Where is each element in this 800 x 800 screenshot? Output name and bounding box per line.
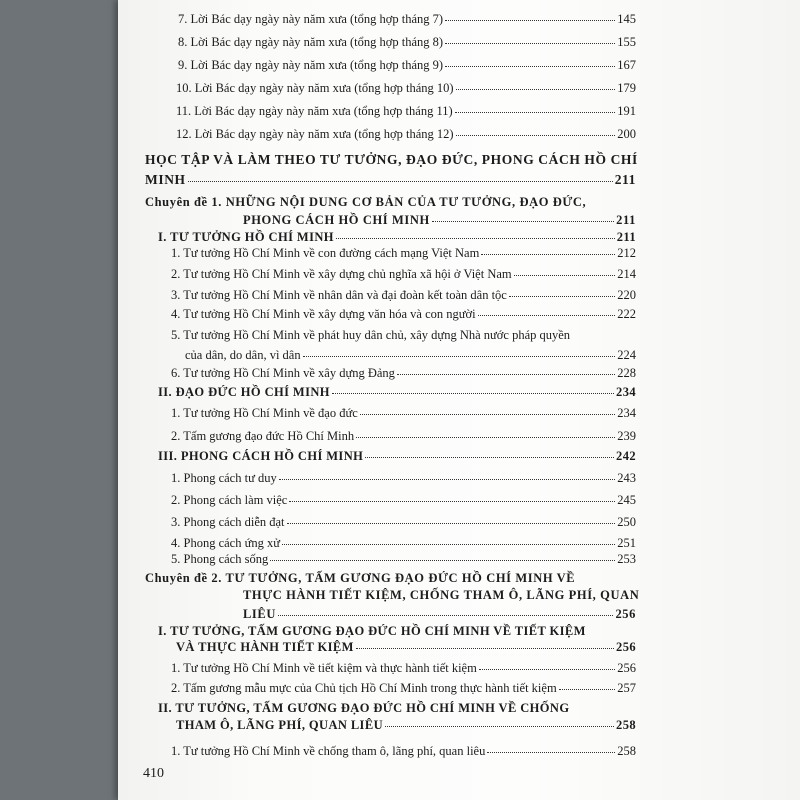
toc-entry-label: 2. Phong cách làm việc bbox=[171, 493, 288, 508]
c2-section1-line1: I. TƯ TƯỞNG, TẤM GƯƠNG ĐẠO ĐỨC HỒ CHÍ MINH VỀ TIẾT KIỆM bbox=[158, 624, 586, 638]
section-page: 234 bbox=[616, 385, 636, 400]
toc-entry-page: 256 bbox=[617, 661, 636, 676]
toc-entry bbox=[178, 34, 636, 50]
toc-entry-label: 4. Tư tưởng Hồ Chí Minh về xây dựng văn hóa và con người bbox=[171, 307, 476, 322]
toc-entry bbox=[171, 245, 636, 261]
part-heading-page: 211 bbox=[614, 172, 636, 188]
leader-dots bbox=[397, 363, 615, 375]
toc-entry-label: 4. Phong cách ứng xử bbox=[171, 536, 281, 551]
toc-entry bbox=[171, 405, 636, 421]
toc-entry bbox=[171, 680, 636, 696]
part-heading-line2: MINH bbox=[145, 172, 186, 188]
toc-entry bbox=[185, 347, 636, 363]
leader-dots bbox=[455, 101, 616, 113]
toc-entry bbox=[171, 743, 636, 759]
leader-dots bbox=[514, 264, 616, 276]
toc-entry bbox=[176, 126, 636, 142]
toc-entry-page: 222 bbox=[617, 307, 636, 322]
toc-entry bbox=[178, 11, 636, 27]
toc-entry-page: 212 bbox=[617, 246, 636, 261]
leader-dots bbox=[487, 741, 615, 753]
toc-entry-label: 7. Lời Bác dạy ngày này năm xưa (tổng hợp tháng 7) bbox=[178, 12, 444, 27]
toc-entry-page: 258 bbox=[617, 744, 636, 759]
toc-entry-line1: 5. Tư tưởng Hồ Chí Minh về phát huy dân chủ, xây dựng Nhà nước pháp quyền bbox=[171, 328, 571, 342]
leader-dots bbox=[356, 426, 615, 438]
leader-dots bbox=[332, 382, 614, 394]
section-label: I. TƯ TƯỞNG HỒ CHÍ MINH bbox=[158, 230, 334, 245]
section-heading bbox=[176, 717, 636, 733]
toc-entry bbox=[178, 57, 636, 73]
toc-entry-page: 245 bbox=[617, 493, 636, 508]
chapter1-title-line1: Chuyên đề 1. NHỮNG NỘI DUNG CƠ BẢN CỦA TƯ TƯỞNG, ĐẠO ĐỨC, bbox=[145, 195, 587, 209]
toc-entry-page: 155 bbox=[617, 35, 636, 50]
chapter1-page: 211 bbox=[616, 213, 636, 228]
leader-dots bbox=[282, 533, 615, 545]
toc-entry-label: 11. Lời Bác dạy ngày này năm xưa (tổng hợp tháng 11) bbox=[176, 104, 453, 119]
toc-entry-label: 2. Tư tưởng Hồ Chí Minh về xây dựng chủ nghĩa xã hội ở Việt Nam bbox=[171, 267, 512, 282]
leader-dots bbox=[445, 9, 615, 21]
toc-entry-page: 145 bbox=[617, 12, 636, 27]
toc-entry-page: 257 bbox=[617, 681, 636, 696]
toc-entry-page: 214 bbox=[617, 267, 636, 282]
toc-entry-page: 200 bbox=[617, 127, 636, 142]
chapter2-title-line1: Chuyên đề 2. TƯ TƯỞNG, TẤM GƯƠNG ĐẠO ĐỨC HỒ CHÍ MINH VỀ bbox=[145, 571, 576, 585]
toc-entry bbox=[171, 514, 636, 530]
toc-entry-label: 5. Phong cách sống bbox=[171, 552, 269, 567]
c2-section2-line1: II. TƯ TƯỞNG, TẤM GƯƠNG ĐẠO ĐỨC HỒ CHÍ MINH VỀ CHỐNG bbox=[158, 701, 570, 715]
leader-dots bbox=[365, 446, 614, 458]
toc-entry-page: 191 bbox=[617, 104, 636, 119]
toc-entry-label: 1. Tư tưởng Hồ Chí Minh về con đường cách mạng Việt Nam bbox=[171, 246, 480, 261]
leader-dots bbox=[478, 304, 616, 316]
toc-entry-label: 2. Tấm gương mẫu mực của Chủ tịch Hồ Chí Minh trong thực hành tiết kiệm bbox=[171, 681, 557, 696]
part-heading bbox=[145, 171, 636, 188]
leader-dots bbox=[188, 169, 613, 182]
section-heading bbox=[158, 448, 636, 464]
leader-dots bbox=[445, 55, 615, 67]
toc-entry-page: 179 bbox=[617, 81, 636, 96]
toc-entry-page: 243 bbox=[617, 471, 636, 486]
toc-entry-page: 239 bbox=[617, 429, 636, 444]
leader-dots bbox=[509, 285, 615, 297]
toc-entry bbox=[171, 428, 636, 444]
chapter2-page: 256 bbox=[615, 607, 636, 622]
toc-entry-label: 3. Phong cách diễn đạt bbox=[171, 515, 285, 530]
leader-dots bbox=[360, 403, 615, 415]
leader-dots bbox=[287, 512, 616, 524]
toc-entry-page: 167 bbox=[617, 58, 636, 73]
leader-dots bbox=[278, 604, 613, 616]
toc-entry-label: 1. Tư tưởng Hồ Chí Minh về tiết kiệm và thực hành tiết kiệm bbox=[171, 661, 477, 676]
section-page: 211 bbox=[616, 230, 636, 245]
toc-entry-page: 228 bbox=[617, 366, 636, 381]
toc-entry bbox=[171, 306, 636, 322]
leader-dots bbox=[456, 78, 616, 90]
chapter2-title-line2: THỰC HÀNH TIẾT KIỆM, CHỐNG THAM Ô, LÃNG PHÍ, QUAN bbox=[243, 588, 640, 602]
toc-entry-page: 251 bbox=[617, 536, 636, 551]
section-page: 242 bbox=[616, 449, 636, 464]
leader-dots bbox=[385, 715, 614, 727]
leader-dots bbox=[289, 490, 615, 502]
toc-entry-label: 9. Lời Bác dạy ngày này năm xưa (tổng hợp tháng 9) bbox=[178, 58, 444, 73]
toc-entry-label: 10. Lời Bác dạy ngày này năm xưa (tổng hợp tháng 10) bbox=[176, 81, 454, 96]
leader-dots bbox=[356, 637, 614, 649]
leader-dots bbox=[481, 243, 615, 255]
toc-entry-page: 224 bbox=[617, 348, 636, 363]
toc-entry bbox=[171, 660, 636, 676]
toc-entry-label: 1. Tư tưởng Hồ Chí Minh về đạo đức bbox=[171, 406, 358, 421]
section-heading bbox=[158, 384, 636, 400]
section-label: III. PHONG CÁCH HỒ CHÍ MINH bbox=[158, 449, 364, 464]
leader-dots bbox=[479, 658, 615, 670]
toc-entry-label: 1. Tư tưởng Hồ Chí Minh về chống tham ô, lãng phí, quan liêu bbox=[171, 744, 486, 759]
section-page: 256 bbox=[616, 640, 636, 655]
toc-entry-label: 8. Lời Bác dạy ngày này năm xưa (tổng hợp tháng 8) bbox=[178, 35, 444, 50]
toc-entry bbox=[171, 365, 636, 381]
toc-entry bbox=[171, 470, 636, 486]
toc-entry bbox=[171, 492, 636, 508]
section-heading bbox=[176, 639, 636, 655]
section-page: 258 bbox=[616, 718, 636, 733]
page-number: 410 bbox=[143, 766, 164, 781]
c2-section1-line2: VÀ THỰC HÀNH TIẾT KIỆM bbox=[176, 640, 354, 655]
section-label: II. ĐẠO ĐỨC HỒ CHÍ MINH bbox=[158, 385, 330, 400]
toc-entry-label: 3. Tư tưởng Hồ Chí Minh về nhân dân và đại đoàn kết toàn dân tộc bbox=[171, 288, 507, 303]
leader-dots bbox=[559, 678, 616, 690]
toc-entry-label: 12. Lời Bác dạy ngày này năm xưa (tổng hợp tháng 12) bbox=[176, 127, 454, 142]
toc-entry bbox=[176, 103, 636, 119]
toc-entry bbox=[171, 551, 636, 567]
chapter1-heading bbox=[243, 212, 636, 228]
leader-dots bbox=[445, 32, 615, 44]
leader-dots bbox=[303, 345, 616, 357]
chapter1-title-line2: PHONG CÁCH HỒ CHÍ MINH bbox=[243, 213, 430, 228]
chapter2-heading bbox=[243, 606, 636, 622]
toc-entry bbox=[171, 287, 636, 303]
c2-section2-line2: THAM Ô, LÃNG PHÍ, QUAN LIÊU bbox=[176, 718, 383, 733]
leader-dots bbox=[432, 210, 614, 222]
leader-dots bbox=[336, 227, 615, 239]
toc-entry-label: 6. Tư tưởng Hồ Chí Minh về xây dựng Đảng bbox=[171, 366, 395, 381]
leader-dots bbox=[279, 468, 616, 480]
leader-dots bbox=[456, 124, 616, 136]
chapter2-title-line3: LIÊU bbox=[243, 607, 276, 622]
toc-entry-line2: của dân, do dân, vì dân bbox=[185, 348, 301, 363]
toc-entry-label: 2. Tấm gương đạo đức Hồ Chí Minh bbox=[171, 429, 355, 444]
toc-entry-page: 220 bbox=[617, 288, 636, 303]
toc-entry-label: 1. Phong cách tư duy bbox=[171, 471, 277, 486]
toc-entry-page: 253 bbox=[617, 552, 636, 567]
toc-entry-page: 250 bbox=[617, 515, 636, 530]
toc-entry-page: 234 bbox=[617, 406, 636, 421]
leader-dots bbox=[270, 549, 615, 561]
part-heading-line1: HỌC TẬP VÀ LÀM THEO TƯ TƯỞNG, ĐẠO ĐỨC, PHONG CÁCH HỒ CHÍ bbox=[145, 152, 638, 167]
toc-entry bbox=[176, 80, 636, 96]
toc-entry bbox=[171, 266, 636, 282]
